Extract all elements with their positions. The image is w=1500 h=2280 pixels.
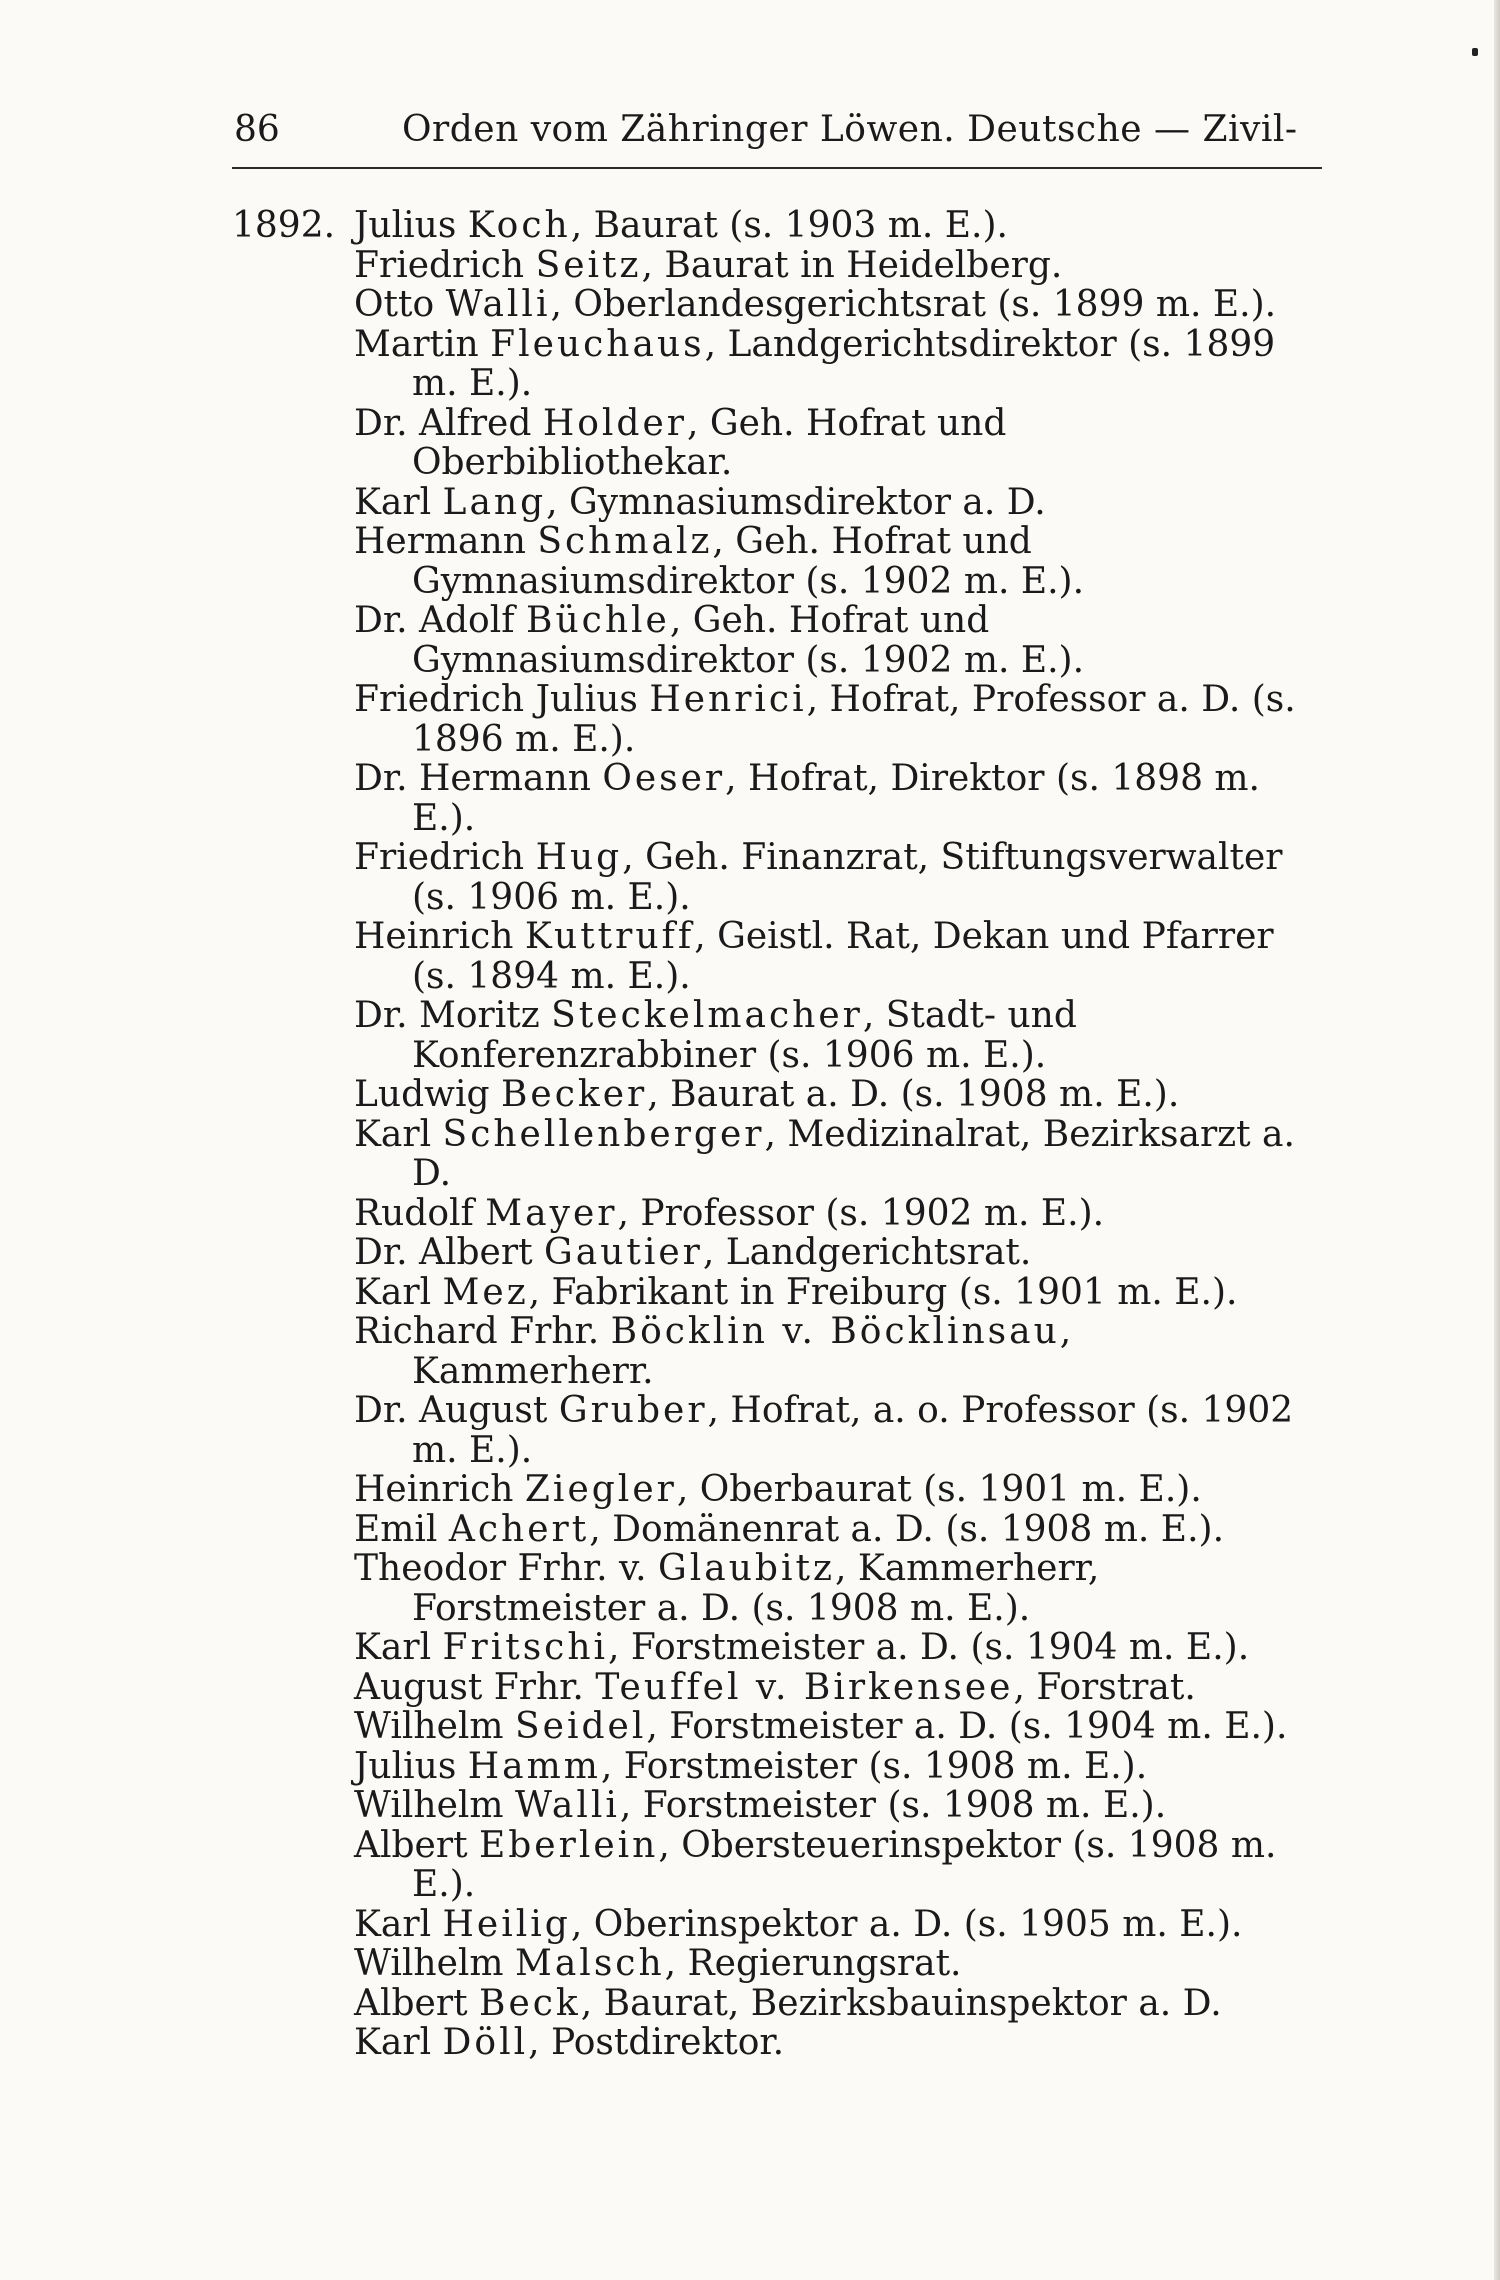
entry-prefix: Julius <box>354 1745 468 1787</box>
entry-surname: Holder <box>542 402 687 444</box>
entry-details: , Baurat, Bezirksbauinspektor a. D. <box>580 1982 1222 2024</box>
entry-details: , Hofrat, Direktor (s. 1898 m. E.). <box>412 758 1260 839</box>
entry-surname: Mayer <box>485 1192 618 1234</box>
entry-surname: Oeser <box>602 758 726 799</box>
list-item <box>354 246 1322 286</box>
list-item <box>354 2023 1322 2063</box>
entry-details: , Baurat in Heidelberg. <box>641 244 1063 286</box>
entry-prefix: Richard Frhr. <box>354 1311 611 1352</box>
entry-prefix: Dr. Alfred <box>354 402 543 444</box>
entry-prefix: Dr. Hermann <box>354 758 603 799</box>
list-item <box>354 285 1322 325</box>
entry-prefix: Hermann <box>354 521 538 562</box>
entry-surname: Walli <box>514 1785 620 1826</box>
list-item <box>354 1391 1322 1470</box>
list-item <box>354 404 1322 483</box>
list-item <box>354 522 1322 601</box>
entry-details: , Medizinalrat, Bezirksarzt a. D. <box>412 1113 1295 1194</box>
entry-details: , Oberinspektor a. D. (s. 1905 m. E.). <box>570 1903 1243 1945</box>
running-head: Orden vom Zähringer Löwen. Deutsche — Zivil- <box>402 109 1298 150</box>
entry-details: , Oberlandesgerichtsrat (s. 1899 m. E.). <box>550 284 1277 325</box>
list-item <box>354 1075 1322 1115</box>
entry-details: , Landgerichtsdirektor (s. 1899 m. E.). <box>412 323 1276 404</box>
entry-details: , Geh. Hofrat und Oberbibliothekar. <box>412 402 1007 483</box>
entry-prefix: Karl <box>354 2022 443 2063</box>
entry-details: , Forstmeister (s. 1908 m. E.). <box>619 1785 1167 1826</box>
entry-prefix: Heinrich <box>354 916 525 957</box>
list-item <box>354 1194 1322 1234</box>
entry-prefix: Julius <box>354 205 468 246</box>
entry-details: , Forstrat. <box>1013 1666 1196 1708</box>
entry-details: , Landgerichtsrat. <box>702 1232 1032 1273</box>
list-item <box>354 1510 1322 1550</box>
entry-surname: Fleuchaus <box>490 323 705 365</box>
entry-prefix: Karl <box>354 1113 443 1155</box>
scan-mark <box>1472 48 1478 56</box>
entry-surname: Glaubitz <box>658 1548 835 1589</box>
list-item <box>354 601 1322 680</box>
list-item <box>354 1312 1322 1391</box>
entry-details: , Geh. Finanzrat, Stiftungsverwalter (s. 1906 m. E.). <box>412 837 1283 918</box>
header-rule <box>232 167 1322 169</box>
page-number: 86 <box>234 109 280 150</box>
list-item <box>354 1747 1322 1787</box>
entry-surname: Döll <box>442 2022 529 2063</box>
entry-details: , Kammerherr. <box>412 1311 1072 1392</box>
entry-prefix: Albert <box>354 1824 479 1866</box>
entry-surname: Ziegler <box>524 1469 677 1510</box>
list-item <box>354 1668 1322 1708</box>
year-label: 1892. <box>232 205 336 246</box>
entry-prefix: Theodor Frhr. v. <box>354 1548 659 1589</box>
list-item <box>354 838 1322 917</box>
entry-prefix: Heinrich <box>354 1469 525 1510</box>
entry-details: , Forstmeister (s. 1908 m. E.). <box>600 1745 1148 1787</box>
entry-details: , Postdirektor. <box>528 2022 785 2063</box>
entry-details: , Fabrikant in Freiburg (s. 1901 m. E.). <box>528 1271 1238 1313</box>
entry-prefix: August Frhr. <box>354 1666 596 1708</box>
entry-details: , Professor (s. 1902 m. E.). <box>617 1192 1105 1234</box>
list-item <box>354 917 1322 996</box>
entry-details: , Obersteuerinspektor (s. 1908 m. E.). <box>412 1824 1277 1905</box>
entry-details: , Baurat a. D. (s. 1908 m. E.). <box>647 1074 1180 1115</box>
entry-prefix: Friedrich <box>354 837 536 878</box>
entry-details: , Geistl. Rat, Dekan und Pfarrer (s. 1894 m. E.). <box>412 916 1274 997</box>
entry-prefix: Albert <box>354 1982 479 2024</box>
entry-prefix: Dr. Albert <box>354 1232 544 1273</box>
entry-surname: Steckelmacher <box>551 995 863 1036</box>
entry-surname: Heilig <box>442 1903 571 1945</box>
entry-surname: Büchle <box>526 600 670 641</box>
entry-prefix: Karl <box>354 1271 443 1313</box>
entry-details: , Geh. Hofrat und Gymnasiumsdirektor (s. 1902 m. E.). <box>412 521 1085 602</box>
list-item <box>354 1233 1322 1273</box>
entry-prefix: Dr. August <box>354 1390 559 1431</box>
entry-surname: Hug <box>535 837 623 878</box>
entry-surname: Schellenberger <box>442 1113 765 1155</box>
list-item <box>354 1115 1322 1194</box>
entry-section <box>232 206 1322 2063</box>
entry-details: , Domänenrat a. D. (s. 1908 m. E.). <box>589 1508 1225 1550</box>
list-item <box>354 1273 1322 1313</box>
entry-prefix: Wilhelm <box>354 1943 515 1984</box>
entry-prefix: Wilhelm <box>354 1785 515 1826</box>
entry-surname: Böcklin v. Böcklinsau <box>610 1311 1060 1352</box>
entry-details: , Regierungsrat. <box>664 1943 962 1984</box>
entry-details: , Oberbaurat (s. 1901 m. E.). <box>676 1469 1202 1510</box>
entry-surname: Beck <box>478 1982 581 2024</box>
list-item <box>354 325 1322 404</box>
entry-prefix: Martin <box>354 323 491 365</box>
entry-list <box>354 206 1322 2063</box>
entry-surname: Walli <box>445 284 551 325</box>
list-item <box>354 1707 1322 1747</box>
list-item <box>354 1984 1322 2024</box>
entry-prefix: Dr. Adolf <box>354 600 527 641</box>
list-item <box>354 483 1322 523</box>
entry-surname: Schmalz <box>537 521 713 562</box>
entry-surname: Koch <box>467 205 571 246</box>
entry-surname: Eberlein <box>478 1824 659 1866</box>
entry-prefix: Rudolf <box>354 1192 486 1234</box>
entry-prefix: Emil <box>354 1508 449 1550</box>
list-item <box>354 1826 1322 1905</box>
list-item <box>354 1628 1322 1668</box>
entry-details: , Gymnasiumsdirektor a. D. <box>546 481 1046 523</box>
entry-surname: Seidel <box>514 1706 647 1747</box>
list-item <box>354 1905 1322 1945</box>
page-header <box>232 100 1322 160</box>
entry-surname: Lang <box>442 481 547 523</box>
list-item <box>354 1944 1322 1984</box>
entry-prefix: Karl <box>354 481 443 523</box>
entry-surname: Gautier <box>543 1232 703 1273</box>
entry-prefix: Ludwig <box>354 1074 501 1115</box>
entry-details: , Geh. Hofrat und Gymnasiumsdirektor (s. 1902 m. E.). <box>412 600 1085 681</box>
list-item <box>354 1549 1322 1628</box>
entry-details: , Hofrat, Professor a. D. (s. 1896 m. E.). <box>412 679 1296 760</box>
entry-prefix: Dr. Moritz <box>354 995 552 1036</box>
entry-surname: Kuttruff <box>524 916 695 957</box>
entry-prefix: Friedrich <box>354 244 536 286</box>
entry-surname: Fritschi <box>442 1627 609 1668</box>
entry-prefix: Karl <box>354 1627 443 1668</box>
entry-surname: Seitz <box>535 244 642 286</box>
entry-surname: Achert <box>448 1508 590 1550</box>
entry-details: , Baurat (s. 1903 m. E.). <box>570 205 1008 246</box>
entry-surname: Teuffel v. Birkensee <box>595 1666 1014 1708</box>
entry-prefix: Wilhelm <box>354 1706 515 1747</box>
entry-prefix: Karl <box>354 1903 443 1945</box>
entry-surname: Hamm <box>467 1745 601 1787</box>
entry-details: , Forstmeister a. D. (s. 1904 m. E.). <box>608 1627 1250 1668</box>
list-item <box>354 1470 1322 1510</box>
entry-surname: Mez <box>442 1271 529 1313</box>
scan-edge <box>1494 0 1500 2280</box>
entry-details: , Forstmeister a. D. (s. 1904 m. E.). <box>646 1706 1288 1747</box>
list-item <box>354 996 1322 1075</box>
list-item <box>354 206 1322 246</box>
entry-prefix: Friedrich Julius <box>354 679 650 720</box>
entry-surname: Becker <box>500 1074 648 1115</box>
entry-details: , Stadt- und Konferenzrabbiner (s. 1906 m. E.). <box>412 995 1077 1076</box>
entry-surname: Gruber <box>558 1390 708 1431</box>
entry-details: , Kammerherr, Forstmeister a. D. (s. 1908 m. E.). <box>412 1548 1100 1629</box>
list-item <box>354 680 1322 759</box>
entry-surname: Henrici <box>649 679 807 720</box>
list-item <box>354 759 1322 838</box>
entry-prefix: Otto <box>354 284 446 325</box>
list-item <box>354 1786 1322 1826</box>
entry-details: , Hofrat, a. o. Professor (s. 1902 m. E.). <box>412 1390 1294 1471</box>
entry-surname: Malsch <box>514 1943 665 1984</box>
